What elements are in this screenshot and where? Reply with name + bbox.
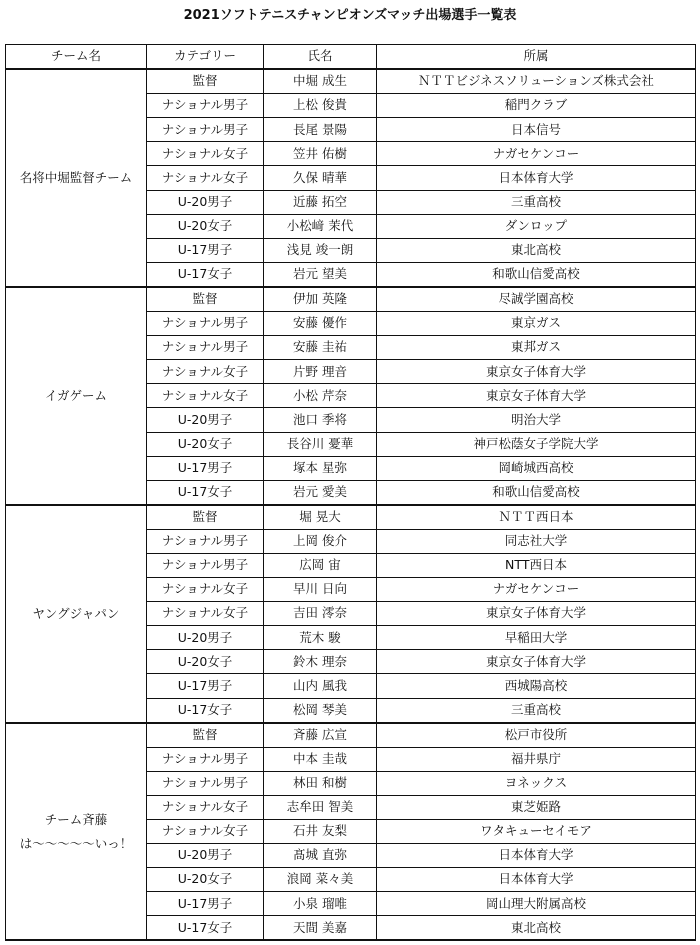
category-cell: 監督 <box>147 505 264 530</box>
affiliation-cell: 神戸松蔭女子学院大学 <box>377 432 696 456</box>
affiliation-cell: 東京女子体育大学 <box>377 602 696 626</box>
category-cell: U-17男子 <box>147 674 264 698</box>
player-name-cell: 伊加 英隆 <box>264 287 377 312</box>
player-name-cell: 片野 理音 <box>264 360 377 384</box>
affiliation-cell: 東京女子体育大学 <box>377 650 696 674</box>
affiliation-cell: 岡山理大附属高校 <box>377 892 696 916</box>
affiliation-cell: 明治大学 <box>377 408 696 432</box>
category-cell: ナショナル男子 <box>147 312 264 336</box>
affiliation-cell: 東邦ガス <box>377 336 696 360</box>
affiliation-cell: 尽誠学園高校 <box>377 287 696 312</box>
affiliation-cell: 同志社大学 <box>377 529 696 553</box>
player-name-cell: 中本 圭哉 <box>264 747 377 771</box>
document-title: 2021ソフトテニスチャンピオンズマッチ出場選手一覧表 <box>183 8 517 23</box>
player-name-cell: 中堀 成生 <box>264 69 377 94</box>
team-name: チーム斉藤 <box>44 811 108 827</box>
table-row <box>6 505 696 530</box>
affiliation-cell: ワタキューセイモア <box>377 820 696 844</box>
category-cell: U-17男子 <box>147 456 264 480</box>
player-name-cell: 林田 和樹 <box>264 771 377 795</box>
player-roster-table <box>5 44 696 941</box>
player-name-cell: 鈴木 理奈 <box>264 650 377 674</box>
category-cell: 監督 <box>147 69 264 94</box>
player-name-cell: 岩元 愛美 <box>264 480 377 505</box>
affiliation-cell: 東京ガス <box>377 312 696 336</box>
category-cell: U-20男子 <box>147 844 264 868</box>
player-name-cell: 広岡 宙 <box>264 553 377 577</box>
category-cell: U-20男子 <box>147 626 264 650</box>
team-name-cell <box>6 287 147 505</box>
category-cell: U-20女子 <box>147 650 264 674</box>
player-name-cell: 荒木 駿 <box>264 626 377 650</box>
category-cell: ナショナル女子 <box>147 820 264 844</box>
affiliation-cell: 日本体育大学 <box>377 868 696 892</box>
affiliation-cell: ヨネックス <box>377 771 696 795</box>
affiliation-cell: NTT西日本 <box>377 553 696 577</box>
player-name-cell: 上岡 俊介 <box>264 529 377 553</box>
affiliation-cell: ナガセケンコー <box>377 578 696 602</box>
affiliation-cell: 三重高校 <box>377 190 696 214</box>
header-row <box>6 45 696 70</box>
category-cell: 監督 <box>147 723 264 748</box>
player-name-cell: 安藤 優作 <box>264 312 377 336</box>
player-name-cell: 塚本 星弥 <box>264 456 377 480</box>
player-name-cell: 上松 俊貴 <box>264 94 377 118</box>
affiliation-cell: ＮＴＴビジネスソリューションズ株式会社 <box>377 69 696 94</box>
table-row <box>6 287 696 312</box>
category-cell: U-17女子 <box>147 916 264 941</box>
affiliation-cell: 和歌山信愛高校 <box>377 480 696 505</box>
affiliation-cell: 西城陽高校 <box>377 674 696 698</box>
affiliation-cell: 東京女子体育大学 <box>377 360 696 384</box>
affiliation-cell: ＮＴＴ西日本 <box>377 505 696 530</box>
category-cell: U-17男子 <box>147 238 264 262</box>
category-cell: ナショナル女子 <box>147 360 264 384</box>
player-name-cell: 安藤 圭祐 <box>264 336 377 360</box>
category-cell: 監督 <box>147 287 264 312</box>
player-name-cell: 石井 友梨 <box>264 820 377 844</box>
category-cell: U-17女子 <box>147 698 264 723</box>
affiliation-cell: 早稲田大学 <box>377 626 696 650</box>
team-name-cell <box>6 69 147 287</box>
category-cell: ナショナル男子 <box>147 118 264 142</box>
affiliation-cell: 岡崎城西高校 <box>377 456 696 480</box>
player-name-cell: 岩元 望美 <box>264 262 377 287</box>
affiliation-cell: 東北高校 <box>377 238 696 262</box>
player-name-cell: 小松﨑 茉代 <box>264 214 377 238</box>
player-name-cell: 久保 晴華 <box>264 166 377 190</box>
player-name-cell: 天間 美嘉 <box>264 916 377 941</box>
category-cell: ナショナル男子 <box>147 747 264 771</box>
team-name: イガゲーム <box>44 387 108 403</box>
category-cell: U-20女子 <box>147 432 264 456</box>
category-cell: ナショナル女子 <box>147 142 264 166</box>
category-cell: ナショナル男子 <box>147 529 264 553</box>
category-cell: U-17男子 <box>147 892 264 916</box>
player-name-cell: 山内 風我 <box>264 674 377 698</box>
category-cell: U-20女子 <box>147 868 264 892</box>
team-name-cell <box>6 505 147 723</box>
category-cell: ナショナル女子 <box>147 795 264 819</box>
player-name-cell: 長尾 景陽 <box>264 118 377 142</box>
team-name-cell <box>6 723 147 941</box>
player-name-cell: 斉藤 広宣 <box>264 723 377 748</box>
team-name: 名将中堀監督チーム <box>19 170 133 186</box>
affiliation-cell: 日本信号 <box>377 118 696 142</box>
player-name-cell: 笠井 佑樹 <box>264 142 377 166</box>
header-team: チーム名 <box>6 45 147 70</box>
player-name-cell: 吉田 澪奈 <box>264 602 377 626</box>
player-name-cell: 志牟田 智美 <box>264 795 377 819</box>
affiliation-cell: 日本体育大学 <box>377 166 696 190</box>
category-cell: U-17女子 <box>147 480 264 505</box>
affiliation-cell: 松戸市役所 <box>377 723 696 748</box>
player-name-cell: 松岡 琴美 <box>264 698 377 723</box>
category-cell: U-20男子 <box>147 408 264 432</box>
player-name-cell: 長谷川 憂華 <box>264 432 377 456</box>
header-name: 氏名 <box>264 45 377 70</box>
affiliation-cell: 稲門クラブ <box>377 94 696 118</box>
table-row <box>6 69 696 94</box>
player-name-cell: 堀 晃大 <box>264 505 377 530</box>
category-cell: ナショナル男子 <box>147 771 264 795</box>
player-name-cell: 近藤 拓空 <box>264 190 377 214</box>
table-row <box>6 723 696 748</box>
affiliation-cell: 福井県庁 <box>377 747 696 771</box>
player-name-cell: 池口 季将 <box>264 408 377 432</box>
affiliation-cell: 東北高校 <box>377 916 696 941</box>
player-name-cell: 浪岡 菜々美 <box>264 868 377 892</box>
affiliation-cell: ダンロップ <box>377 214 696 238</box>
team-name: は～～～～～いっ！ <box>19 835 133 851</box>
category-cell: ナショナル男子 <box>147 553 264 577</box>
category-cell: ナショナル男子 <box>147 336 264 360</box>
category-cell: ナショナル女子 <box>147 384 264 408</box>
player-name-cell: 浅見 竣一朗 <box>264 238 377 262</box>
category-cell: ナショナル女子 <box>147 166 264 190</box>
team-name: ヤングジャパン <box>32 605 120 621</box>
affiliation-cell: 東芝姫路 <box>377 795 696 819</box>
affiliation-cell: 日本体育大学 <box>377 844 696 868</box>
affiliation-cell: 和歌山信愛高校 <box>377 262 696 287</box>
player-name-cell: 早川 日向 <box>264 578 377 602</box>
roster-body <box>6 69 696 940</box>
affiliation-cell: 東京女子体育大学 <box>377 384 696 408</box>
player-name-cell: 髙城 直弥 <box>264 844 377 868</box>
category-cell: ナショナル女子 <box>147 578 264 602</box>
category-cell: ナショナル女子 <box>147 602 264 626</box>
affiliation-cell: ナガセケンコー <box>377 142 696 166</box>
player-name-cell: 小泉 瑠唯 <box>264 892 377 916</box>
affiliation-cell: 三重高校 <box>377 698 696 723</box>
header-affiliation: 所属 <box>377 45 696 70</box>
category-cell: U-20男子 <box>147 190 264 214</box>
category-cell: U-17女子 <box>147 262 264 287</box>
category-cell: U-20女子 <box>147 214 264 238</box>
header-category: カテゴリー <box>147 45 264 70</box>
player-name-cell: 小松 芹奈 <box>264 384 377 408</box>
category-cell: ナショナル男子 <box>147 94 264 118</box>
